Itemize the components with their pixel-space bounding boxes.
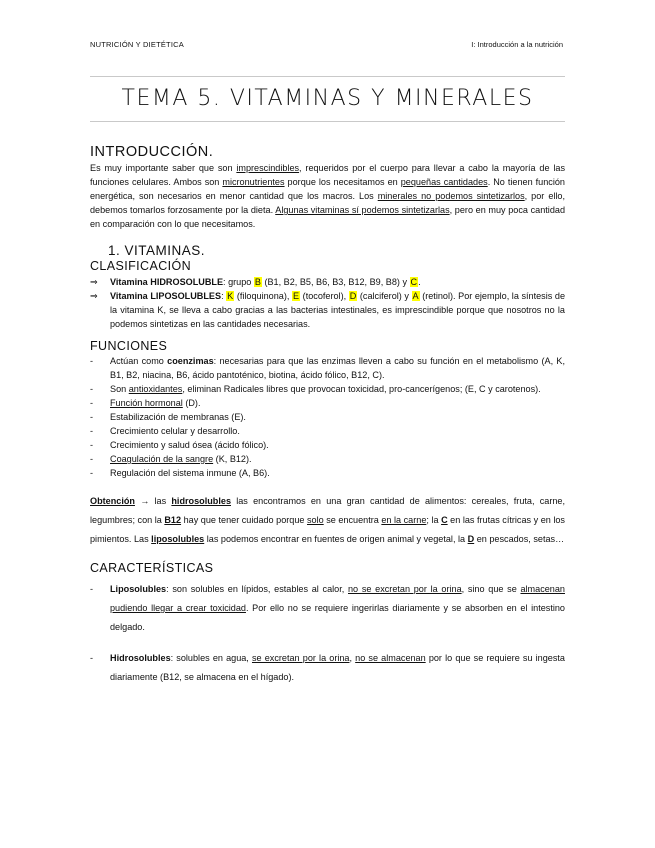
- bold-term: Liposolubles: [110, 584, 167, 594]
- list-item: - Crecimiento celular y desarrollo.: [90, 426, 240, 436]
- intro-text: , por ello, debemos tomarlos forzosamente por la dieta.: [90, 191, 566, 215]
- text: Actúan como: [110, 356, 168, 366]
- list-item: - Actúan como coenzimas: necesarias para que las enzimas lleven a cabo su función en el metabolismo (A, K, B1, B2, niacina, B6, ácido pantoténico, biotina, ácido fólico, B12, C).: [90, 356, 565, 380]
- text: : son solubles en lípidos, estables al calor,: [166, 584, 348, 594]
- funciones-list: [90, 354, 565, 480]
- highlight: B: [254, 277, 261, 287]
- text: Estabilización de membranas (E).: [110, 412, 246, 422]
- list-item: - Regulación del sistema inmune (A, B6).: [90, 468, 270, 478]
- text: (B1, B2, B5, B6, B3, B12, B9, B8) y: [261, 277, 410, 287]
- text: : grupo: [223, 277, 254, 287]
- underline: almacenan pudiendo llegar a crear toxicidad: [110, 584, 565, 613]
- list-item: - Son antioxidantes, eliminan Radicales libres que provocan toxicidad, pro-cancerígenos; (E, C y carotenos).: [90, 384, 541, 394]
- page-title: TEMA 5. VITAMINAS Y MINERALES: [121, 86, 534, 111]
- text: , sino que se: [461, 584, 521, 594]
- header-course: NUTRICIÓN Y DIETÉTICA: [90, 40, 184, 49]
- spacer: [90, 637, 565, 649]
- text: (D).: [182, 398, 201, 408]
- highlight: K: [227, 291, 234, 301]
- text: (filoquinona),: [234, 291, 292, 301]
- bold-underline: liposolubles: [151, 534, 205, 544]
- list-item: - Función hormonal (D).: [90, 398, 201, 408]
- text: (retinol). Por ejemplo, la síntesis de la vitamina K, se lleva a cabo gracias a las bacterias intestinales, es imprescindible porque que nosotros no la podemos sintetizas en las cantidades necesarias.: [110, 291, 565, 329]
- obtencion-paragraph: [90, 492, 565, 549]
- text: : necesarias para que las enzimas lleven a cabo su función en el metabolismo (A, K, B1, B2, niacina, B6, ácido pantoténico, biotina, ácido fólico, B12, C).: [110, 356, 565, 380]
- caracteristicas-heading: CARACTERÍSTICAS: [90, 561, 214, 575]
- text: → las: [134, 496, 172, 506]
- intro-underline: minerales no podemos sintetizarlos: [377, 191, 525, 201]
- text: cereales, fruta, carne, legumbres: [90, 496, 566, 525]
- bold-term: coenzimas: [167, 356, 214, 366]
- highlight: E: [293, 291, 300, 301]
- bold-term: Hidrosolubles: [110, 653, 171, 663]
- underline: antioxidantes: [128, 384, 183, 394]
- text: las podemos encontrar en fuentes de origen animal y vegetal, la: [204, 534, 468, 544]
- text: en las: [447, 515, 477, 525]
- text: Crecimiento celular y desarrollo.: [110, 426, 240, 436]
- text: .: [418, 277, 421, 287]
- underline: solo: [307, 515, 324, 525]
- text: :: [221, 291, 227, 301]
- clasificacion-list: [90, 275, 565, 331]
- text: en pescados, setas…: [474, 534, 565, 544]
- obtencion-label: Obtención: [90, 496, 135, 506]
- vitaminas-heading: 1. VITAMINAS.: [108, 243, 206, 258]
- intro-underline: Algunas vitaminas sí podemos sintetizarlas: [275, 205, 450, 215]
- list-item-liposolubles: - Liposolubles: son solubles en lípidos, estables al calor, no se excretan por la orina, sino que se almacenan pudiendo llegar a crear toxicidad. Por ello no se requiere ingerirlas diariamente y se absorben en el intestino delgado.: [90, 584, 565, 632]
- text: Crecimiento y salud ósea (ácido fólico).: [110, 440, 269, 450]
- text: , eliminan Radicales libres que provocan toxicidad, pro-cancerígenos; (E, C y carotenos).: [182, 384, 541, 394]
- text: ; con la: [132, 515, 165, 525]
- header-unit: I: Introducción a la nutrición: [471, 40, 563, 49]
- title-top-rule: [90, 76, 565, 77]
- list-item-liposoluble: [90, 289, 565, 331]
- bold-underline: C: [441, 515, 448, 525]
- underline: no se excretan por la orina: [348, 584, 462, 594]
- underline: se excretan por la orina: [251, 653, 350, 663]
- underline: en la carne: [381, 515, 427, 525]
- text: (tocoferol),: [300, 291, 349, 301]
- list-item-hidrosoluble: [90, 275, 565, 289]
- underline: Función hormonal: [110, 398, 183, 408]
- caracteristicas-list: [90, 580, 565, 687]
- text: Regulación del sistema inmune (A, B6).: [110, 468, 270, 478]
- text: hay que tener cuidado porque: [181, 515, 307, 525]
- arrow-icon: ⇒: [90, 291, 98, 301]
- text: frutas cítricas y en los pimientos: [90, 515, 565, 544]
- intro-underline: imprescindibles: [236, 163, 300, 173]
- intro-heading: INTRODUCCIÓN.: [90, 144, 214, 160]
- underline: no se almacenan: [355, 653, 426, 663]
- intro-text: porque los necesitamos en: [284, 177, 401, 187]
- bold-term: Vitamina HIDROSOLUBLE: [110, 277, 224, 287]
- text: (calciferol) y: [357, 291, 412, 301]
- intro-paragraph: [90, 161, 565, 231]
- text: ; la: [426, 515, 442, 525]
- bold-underline: D: [467, 534, 475, 544]
- intro-text: , requeridos por el cuerpo para llevar a cabo la mayoría de las funciones celulares. Ambos son: [90, 163, 566, 187]
- title-bottom-rule: [90, 121, 565, 122]
- list-item-hidrosolubles: - Hidrosolubles: solubles en agua, se excretan por la orina, no se almacenan por lo que se requiere su ingesta diariamente (B12, se almacena en el hígado).: [90, 653, 565, 682]
- document-body: [90, 143, 565, 687]
- funciones-heading: FUNCIONES: [90, 339, 168, 353]
- text: las encontramos en una gran cantidad de alimentos:: [231, 496, 472, 506]
- intro-text: . No tienen función energética, son necesarios en menor cantidad que los macros. Los: [90, 177, 565, 201]
- bold-term: Vitamina LIPOSOLUBLES: [110, 291, 222, 301]
- list-item: - Crecimiento y salud ósea (ácido fólico).: [90, 440, 269, 450]
- list-item: - Coagulación de la sangre (K, B12).: [90, 454, 252, 464]
- text: (K, B12).: [213, 454, 252, 464]
- bold-underline: B12: [164, 515, 182, 525]
- intro-underline: pequeñas cantidades: [400, 177, 488, 187]
- clasificacion-heading: CLASIFICACIÓN: [90, 259, 192, 273]
- bold-underline: hidrosolubles: [171, 496, 231, 506]
- intro-text: , pero en muy poca cantidad en comparación con lo que necesitamos.: [90, 205, 566, 229]
- text: : solubles en agua,: [170, 653, 252, 663]
- text: . Por ello no se requiere ingerirlas diariamente y se absorben en el intestino delgado.: [110, 603, 565, 632]
- text: por lo que se requiere su ingesta diariamente (B12, se almacena en el hígado).: [110, 653, 565, 682]
- highlight: A: [412, 291, 419, 301]
- text: ,: [349, 653, 356, 663]
- underline: Coagulación de la sangre: [110, 454, 214, 464]
- arrow-icon: ⇒: [90, 277, 98, 287]
- list-item: - Estabilización de membranas (E).: [90, 412, 246, 422]
- text: se encuentra: [323, 515, 382, 525]
- text: Son: [110, 384, 129, 394]
- highlight: C: [410, 277, 418, 287]
- intro-text: Es muy importante saber que son: [90, 163, 237, 173]
- highlight: D: [349, 291, 357, 301]
- intro-underline: micronutrientes: [222, 177, 285, 187]
- text: . Las: [128, 534, 152, 544]
